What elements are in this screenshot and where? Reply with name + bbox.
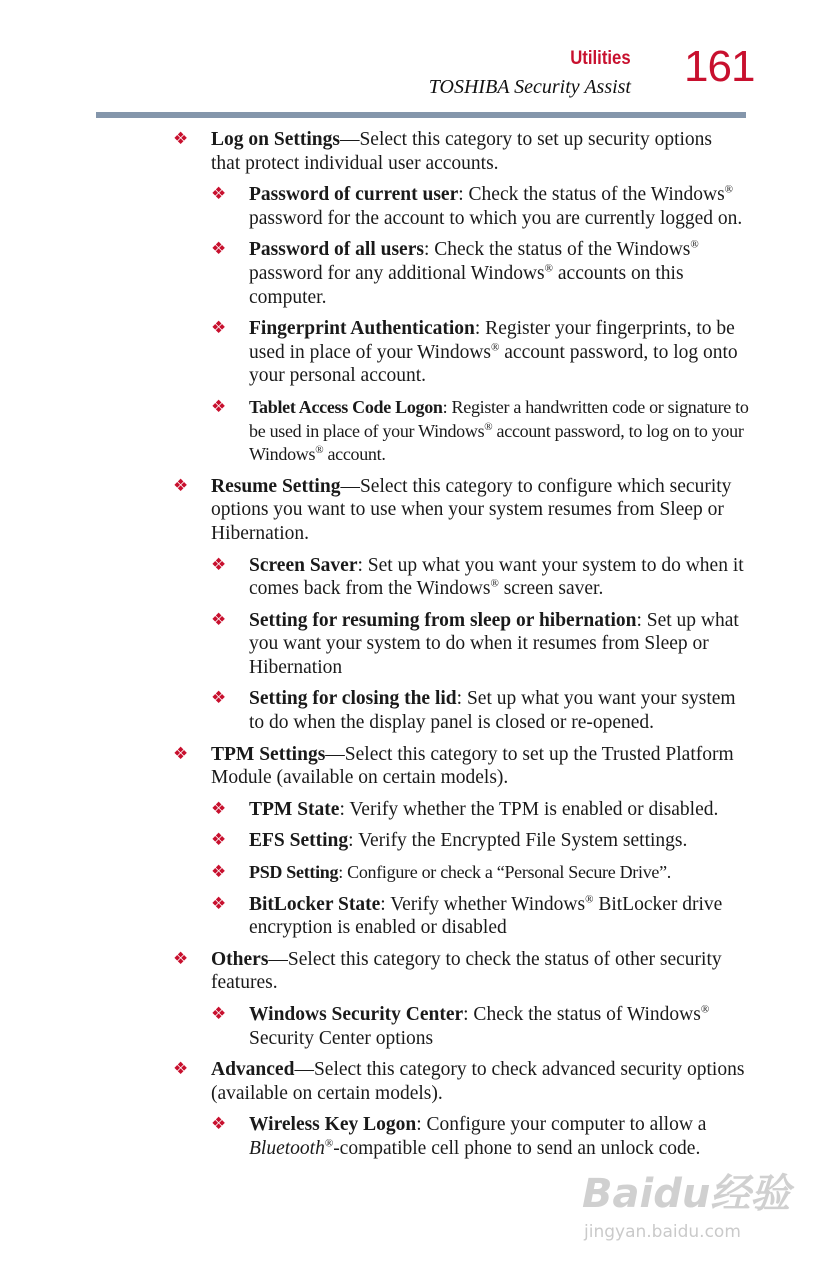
item-term: Setting for resuming from sleep or hibernation	[249, 609, 637, 631]
list-item	[173, 948, 746, 995]
item-term: Password of current user	[249, 184, 459, 206]
header-rule	[96, 112, 746, 118]
item-term: Windows Security Center	[249, 1004, 464, 1025]
sub-list-item: ❖ Setting for closing the lid: Set up what you want your system to do when the display panel is closed or re-opened.	[211, 688, 736, 734]
item-text: —Select this category to set up the Trusted Platform Module (available on certain models).	[211, 743, 734, 789]
diamond-bullet-icon: ❖	[211, 688, 227, 709]
registered-mark: ®	[490, 577, 499, 590]
diamond-bullet-icon: ❖	[211, 798, 227, 819]
item-term: Others	[211, 948, 269, 970]
item-text: —Select this category to check advanced security options (available on certain models).	[211, 1059, 745, 1104]
registered-mark: ®	[491, 341, 500, 354]
list-item	[173, 1058, 746, 1105]
diamond-bullet-icon: ❖	[173, 129, 189, 149]
sub-list-item: ❖ Windows Security Center: Check the status of Windows® Security Center options	[211, 1003, 710, 1049]
item-term: Wireless Key Logon	[249, 1114, 417, 1136]
watermark-url: jingyan.baidu.com	[584, 1222, 741, 1242]
item-term: Resume Setting	[211, 475, 341, 497]
sub-list-item: ❖ Fingerprint Authentication: Register your fingerprints, to be used in place of your Windows® account password, to log onto your personal account.	[211, 318, 738, 387]
item-text: —Select this category to set up security options that protect individual user accounts.	[211, 129, 713, 174]
registered-mark: ®	[324, 1137, 334, 1150]
list-item	[173, 128, 746, 175]
item-text: —Select this category to check the status of other security features.	[211, 948, 722, 994]
diamond-bullet-icon: ❖	[211, 318, 227, 339]
diamond-bullet-icon: ❖	[211, 830, 227, 851]
diamond-bullet-icon: ❖	[211, 1114, 227, 1135]
page-number: 161	[684, 42, 755, 91]
diamond-bullet-icon: ❖	[173, 1059, 189, 1080]
item-term: Password of all users	[249, 239, 424, 261]
sub-list-item: ❖ Tablet Access Code Logon: Register a handwritten code or signature to be used in place of your Windows® account password, to log on to your Windows® account.	[211, 396, 749, 465]
registered-mark: ®	[724, 183, 734, 196]
registered-mark: ®	[315, 444, 324, 457]
item-term: TPM Settings	[211, 743, 326, 765]
registered-mark: ®	[484, 420, 493, 433]
sub-list-item: ❖ PSD Setting: Configure or check a “Personal Secure Drive”.	[249, 861, 749, 885]
sub-list-item: ❖ TPM State: Verify whether the TPM is enabled or disabled.	[211, 798, 719, 820]
list-item	[173, 743, 746, 790]
registered-mark: ®	[585, 893, 594, 906]
sub-list-item: ❖ Screen Saver: Set up what you want your system to do when it comes back from the Windows® screen saver.	[211, 554, 744, 600]
item-term: Screen Saver	[249, 554, 358, 576]
item-term: Fingerprint Authentication	[249, 318, 475, 340]
sub-list-item: ❖ EFS Setting: Verify the Encrypted File System settings.	[211, 830, 688, 852]
registered-mark: ®	[700, 1003, 710, 1016]
item-text: —Select this category to configure which security options you want to use when your system resumes from Sleep or Hibernation.	[211, 475, 732, 544]
item-term: Advanced	[211, 1059, 295, 1081]
registered-mark: ®	[544, 262, 554, 275]
item-term: Setting for closing the lid	[249, 688, 457, 710]
chapter-subtitle: TOSHIBA Security Assist	[428, 76, 631, 98]
diamond-bullet-icon: ❖	[211, 396, 226, 417]
registered-mark: ®	[690, 238, 699, 251]
diamond-bullet-icon: ❖	[211, 184, 227, 205]
diamond-bullet-icon: ❖	[173, 948, 189, 969]
item-term: BitLocker State	[249, 893, 381, 915]
watermark-logo: Baidu经验	[582, 1171, 791, 1217]
italic-term: Bluetooth	[249, 1137, 325, 1159]
sub-list-item: ❖ BitLocker State: Verify whether Windows® BitLocker drive encryption is enabled or disabled	[211, 893, 723, 939]
item-term: TPM State	[249, 798, 340, 820]
section-title: Utilities	[570, 48, 631, 69]
sub-list-item: ❖ Password of current user: Check the status of the Windows® password for the account to which you are currently logged on.	[211, 183, 743, 229]
item-term: Log on Settings	[211, 129, 340, 150]
item-term: PSD Setting	[249, 862, 339, 883]
diamond-bullet-icon: ❖	[211, 893, 227, 914]
sub-list-item: ❖ Setting for resuming from sleep or hibernation: Set up what you want your system to do when it resumes from Sleep or Hibernation	[211, 609, 739, 678]
item-term: EFS Setting	[249, 830, 349, 852]
diamond-bullet-icon: ❖	[211, 609, 227, 630]
sub-list-item: ❖ Password of all users: Check the status of the Windows® password for any additional Windows® accounts on this computer.	[211, 238, 699, 308]
diamond-bullet-icon: ❖	[211, 239, 227, 260]
list-item	[173, 475, 746, 546]
diamond-bullet-icon: ❖	[173, 743, 189, 764]
bullet-list	[0, 128, 821, 1169]
diamond-bullet-icon: ❖	[173, 475, 189, 496]
diamond-bullet-icon: ❖	[211, 862, 226, 883]
sub-list-item: ❖ Wireless Key Logon: Configure your computer to allow a Bluetooth®-compatible cell phone to send an unlock code.	[211, 1114, 707, 1159]
item-term: Tablet Access Code Logon	[249, 396, 443, 417]
diamond-bullet-icon: ❖	[211, 1004, 227, 1024]
diamond-bullet-icon: ❖	[211, 554, 227, 575]
